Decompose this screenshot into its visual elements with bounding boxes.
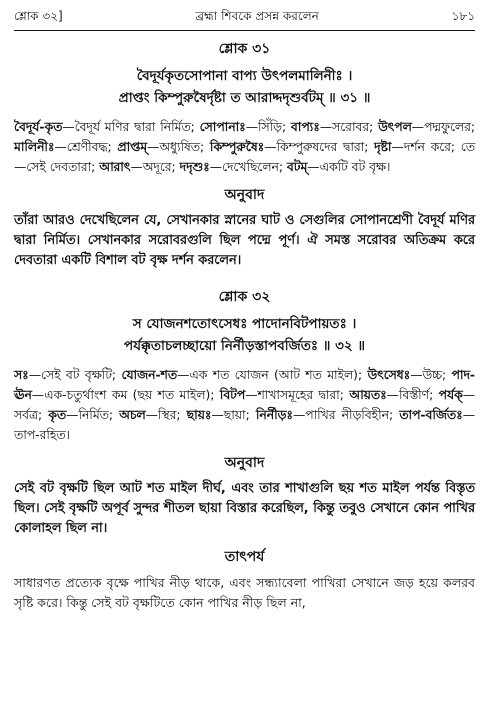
synonym-meaning: —এক শত যোজন (আট শত মাইল); (177, 368, 368, 382)
synonym-term: মালিনীঃ (14, 140, 55, 154)
synonym-meaning: —সেই বট বৃক্ষটি; (28, 368, 122, 382)
synonym-meaning: —দর্শন করে; তে—সেই দেবতারা; (14, 140, 476, 174)
synonym-term: বাপ্যঃ (290, 120, 320, 134)
verse-32-text (14, 313, 475, 357)
synonym-meaning: —একটি বট বৃক্ষ। (307, 160, 391, 174)
verse-31-heading: শ্লোক ৩১ (218, 41, 271, 57)
synonym-term: সঃ (14, 368, 29, 382)
synonym-meaning: —সরোবর; (319, 120, 379, 134)
verse-32-translation-heading: অনুবাদ (224, 455, 265, 471)
synonym-term: বিটপ (219, 388, 246, 402)
synonym-meaning: —কিম্পুরুষদের দ্বারা; (264, 140, 375, 154)
page-number: ১৮১ (451, 9, 475, 23)
synonym-term: উৎপল (378, 120, 412, 134)
verse-31-line-2: প্রাপ্তং কিম্পুরুষৈর্দৃষ্টা ত আরাদ্দদৃশুর্বটম্ ॥ ৩১ ॥ (118, 90, 371, 106)
header-verse-ref: শ্লোক ৩২] (14, 9, 63, 23)
verse-32-purport: সাধারণত প্রত্যেক বৃক্ষে পাখির নীড় থাকে, এবং সন্ধ্যাবেলা পাখিরা সেখানে জড় হয়ে কলরব সৃষ্টি করে। কিন্তু সেই বট বৃক্ষটিতে কোন পাখির নীড় ছিল না, (14, 575, 475, 610)
verse-31-translation-heading: অনুবাদ (224, 187, 265, 203)
synonym-term: বৈদূর্য-কৃত (14, 120, 63, 134)
header-chapter-title: ব্রহ্মা শিবকে প্রসন্ন করলেন (195, 9, 319, 23)
synonym-term: সোপানাঃ (199, 120, 246, 134)
synonym-meaning: —ছায়া; (211, 408, 256, 422)
header-rule (14, 30, 475, 31)
synonym-term: তাপ-বর্জিতঃ (399, 408, 463, 422)
verse-32-line-1: স যোজনশতোৎসেধঃ পাদোনবিটপায়তঃ । (132, 316, 357, 332)
synonym-meaning: —শ্রেণীবদ্ধ; (54, 140, 118, 154)
verse-31-line-1: বৈদূর্যকৃতসোপানা বাপ্য উৎপলমালিনীঃ । (136, 68, 353, 84)
synonym-meaning: —স্থির; (145, 408, 187, 422)
verse-31-text (14, 65, 475, 109)
verse-32-line-2: পর্যক্কৃতাচলচ্ছায়ো নির্নীড়স্তাপবর্জিতঃ ॥ ৩২ ॥ (124, 338, 365, 354)
synonym-meaning: —সিঁড়ি; (245, 120, 291, 134)
synonym-term: পর্যক্ (438, 388, 463, 402)
synonym-meaning: —পাখির নীড়বিহীন; (292, 408, 400, 422)
verse-32-synonyms (14, 365, 475, 445)
verse-32-translation: সেই বট বৃক্ষটি ছিল আট শত মাইল দীর্ঘ, এবং তার শাখাগুলি ছয় শত মাইল পর্যন্ত বিস্তৃত ছিল। সেই বৃক্ষটি অপূর্ব সুন্দর শীতল ছায়া বিস্তার করেছিল, কিন্তু তবুও সেখানে কোন পাখির কোলাহল ছিল না। (14, 481, 475, 536)
synonym-meaning: —এক-চতুর্থাংশ কম (ছয় শত মাইল); (31, 388, 220, 402)
verse-31-translation: তাঁরা আরও দেখেছিলেন যে, সেখানকার স্নানের ঘাট ও সেগুলির সোপানশ্রেণী বৈদূর্য মণির দ্বারা নির্মিত। সেখানকার সরোবরগুলি ছিল পদ্মে পূর্ণ। ঐ সমস্ত সরোবর অতিক্রম করে দেবতারা একটি বিশাল বট বৃক্ষ দর্শন করলেন। (14, 213, 475, 268)
synonym-meaning: —উচ্চ; (410, 368, 452, 382)
synonym-term: পাদ-ঊন (14, 368, 476, 402)
verse-32-purport-heading: তাৎপর্য (224, 549, 265, 565)
synonym-term: কিম্পুরুষৈঃ (209, 140, 265, 154)
synonym-term: দদৃশুঃ (179, 160, 210, 174)
synonym-meaning: —অধ্যুষিত; (147, 140, 210, 154)
synonym-term: যোজন-শত (121, 368, 178, 382)
synonym-meaning: —বিস্তীর্ণ; (386, 388, 439, 402)
synonym-meaning: —সর্বত্র; (14, 388, 476, 422)
synonym-meaning: —বৈদূর্য মণির দ্বারা নির্মিত; (62, 120, 200, 134)
synonym-term: কৃত (48, 408, 67, 422)
synonym-meaning: —পদ্মফুলের; (411, 120, 475, 134)
synonym-term: নির্নীড়ঃ (255, 408, 293, 422)
synonym-meaning: —শাখাসমূহের দ্বারা; (245, 388, 350, 402)
synonym-term: দৃষ্টা (374, 140, 392, 154)
synonym-term: অচল (119, 408, 146, 422)
synonym-meaning: —তাপ-রহিত। (14, 408, 475, 442)
verse-32-heading: শ্লোক ৩২ (218, 289, 271, 305)
synonym-meaning: —নির্মিত; (66, 408, 120, 422)
synonym-term: ছায়ঃ (186, 408, 212, 422)
synonym-term: প্রাপ্তম্ (117, 140, 148, 154)
synonym-term: আয়তঃ (349, 388, 387, 402)
synonym-meaning: —অদূরে; (130, 160, 180, 174)
synonym-meaning: —দেখেছিলেন; (209, 160, 287, 174)
running-header (14, 8, 475, 28)
synonym-term: আরাৎ (99, 160, 131, 174)
synonym-term: বটম্ (286, 160, 308, 174)
synonym-term: উৎসেধঃ (367, 368, 411, 382)
verse-31-synonyms (14, 117, 475, 177)
